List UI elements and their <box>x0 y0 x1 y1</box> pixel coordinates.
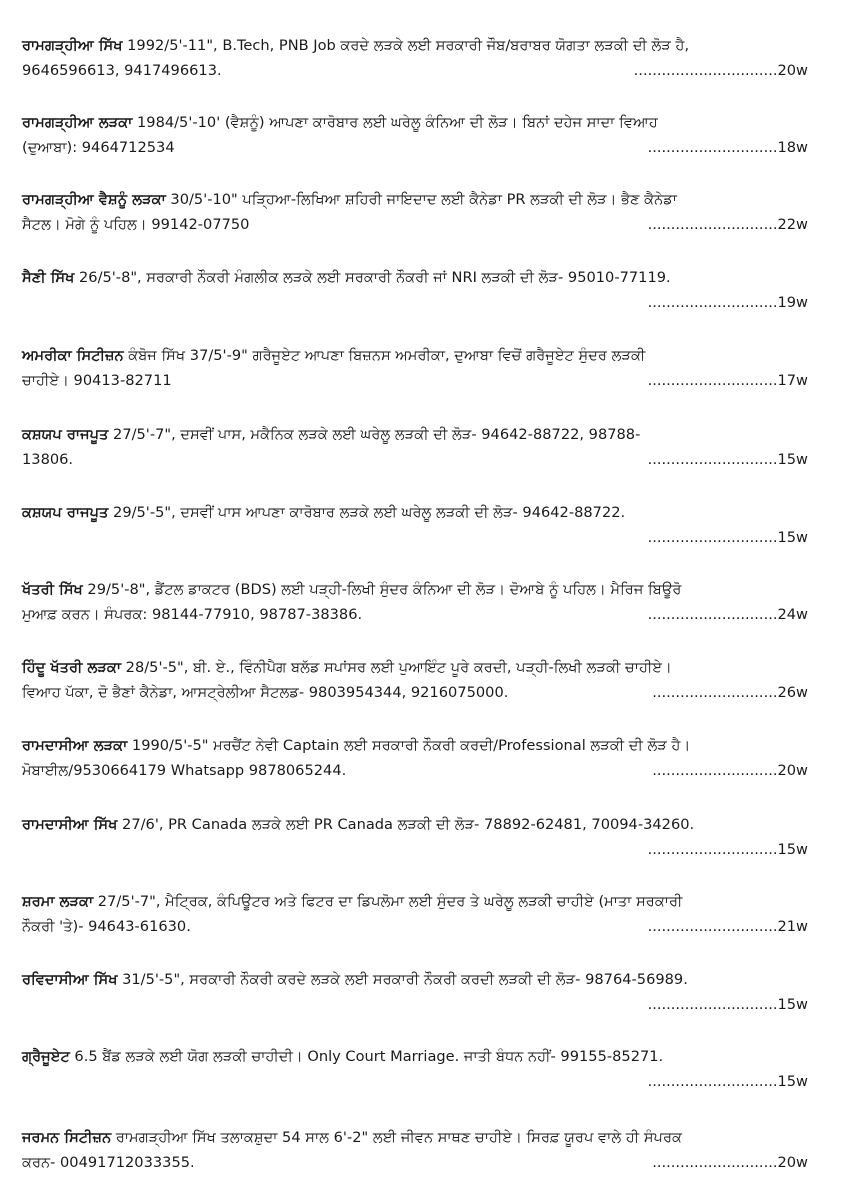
ad-first-line <box>22 733 828 758</box>
ad-text-continued: ਨੌਕਰੀ 'ਤੇ)- 94643-61630. <box>22 918 191 935</box>
ad-first-line <box>22 343 828 368</box>
ad-title: ਰਾਮਗੜ੍ਹੀਆ ਲੜਕਾ <box>22 114 133 131</box>
ad-title: ਰਵਿਦਾਸੀਆ ਸਿੱਖ <box>22 971 118 988</box>
matrimonial-ad <box>22 110 828 160</box>
ad-title: ਹਿੰਦੂ ਖੱਤਰੀ ਲੜਕਾ <box>22 659 122 676</box>
ad-title: ਰਾਮਗੜ੍ਹੀਆ ਵੈਸ਼ਨੂੰ ਲੜਕਾ <box>22 191 166 208</box>
ad-text: 1990/5'-5" ਮਰਚੈਂਟ ਨੇਵੀ Captain ਲਈ ਸਰਕਾਰੀ ਨੌਕਰੀ ਕਰਦੀ/Professional ਲੜਕੀ ਦੀ ਲੋੜ ਹੈ। <box>127 737 691 754</box>
ad-price: ............................22w <box>647 216 808 233</box>
ad-price: ............................24w <box>647 606 808 623</box>
matrimonial-ad <box>22 1125 828 1175</box>
ad-first-line <box>22 812 828 837</box>
matrimonial-ad <box>22 33 828 83</box>
ad-first-line <box>22 1125 828 1150</box>
ad-title: ਸ਼ਰਮਾ ਲੜਕਾ <box>22 893 94 910</box>
ad-first-line <box>22 422 828 447</box>
ad-text: 27/6', PR Canada ਲੜਕੇ ਲਈ PR Canada ਲੜਕੀ ਦੀ ਲੋੜ- 78892-62481, 70094-34260. <box>117 816 695 833</box>
ad-first-line <box>22 110 828 135</box>
ad-price: ............................18w <box>647 139 808 156</box>
ad-first-line <box>22 187 828 212</box>
ad-text: 29/5'-5", ਦਸਵੀਂ ਪਾਸ ਆਪਣਾ ਕਾਰੋਬਾਰ ਲੜਕੇ ਲਈ ਘਰੇਲੂ ਲੜਕੀ ਦੀ ਲੋੜ- 94642-88722. <box>108 504 626 521</box>
ad-price: ............................15w <box>647 1073 808 1090</box>
ad-first-line <box>22 33 828 58</box>
ad-text-continued: ਮੁਆਫ਼ ਕਰਨ। ਸੰਪਰਕ: 98144-77910, 98787-38386. <box>22 606 363 623</box>
matrimonial-ad <box>22 265 828 315</box>
ad-text-continued: ਮੋਬਾਈਲ/9530664179 Whatsapp 9878065244. <box>22 762 347 779</box>
ad-second-line <box>22 914 828 939</box>
ad-text-continued: 9646596613, 9417496613. <box>22 62 222 79</box>
ad-text-continued: ਸੈਟਲ। ਮੋਗੇ ਨੂੰ ਪਹਿਲ। 99142-07750 <box>22 216 250 233</box>
ad-text: 27/5'-7", ਦਸਵੀਂ ਪਾਸ, ਮਕੈਨਿਕ ਲੜਕੇ ਲਈ ਘਰੇਲੂ ਲੜਕੀ ਦੀ ਲੋੜ- 94642-88722, 98788- <box>108 426 641 443</box>
matrimonial-ad <box>22 1044 828 1094</box>
ad-price: ............................15w <box>647 529 808 546</box>
ad-price: ............................19w <box>647 294 808 311</box>
ad-title: ਸੈਣੀ ਸਿੱਖ <box>22 269 75 286</box>
ad-title: ਜਰਮਨ ਸਿਟੀਜ਼ਨ <box>22 1129 112 1146</box>
ad-text-continued: ਚਾਹੀਏ। 90413-82711 <box>22 372 172 389</box>
ad-title: ਕਸ਼ਯਪ ਰਾਜਪੂਤ <box>22 504 109 521</box>
ad-first-line <box>22 967 828 992</box>
matrimonial-ad <box>22 812 828 862</box>
ad-price: ............................17w <box>647 372 808 389</box>
ad-text-continued: (ਦੁਆਬਾ): 9464712534 <box>22 139 175 156</box>
ad-first-line <box>22 500 828 525</box>
ad-title: ਰਾਮਦਾਸੀਆ ਸਿੱਖ <box>22 816 118 833</box>
ad-title: ਕਸ਼ਯਪ ਰਾਜਪੂਤ <box>22 426 109 443</box>
ad-second-line <box>22 58 828 83</box>
ad-text: 1984/5'-10' (ਵੈਸ਼ਨੂੰ) ਆਪਣਾ ਕਾਰੋਬਾਰ ਲਈ ਘਰੇਲੂ ਕੰਨਿਆ ਦੀ ਲੋੜ। ਬਿਨਾਂ ਦਹੇਜ ਸਾਦਾ ਵਿਆਹ <box>132 114 658 131</box>
ad-text-continued: 13806. <box>22 451 74 468</box>
ad-second-line <box>22 135 828 160</box>
ad-text: 26/5'-8", ਸਰਕਾਰੀ ਨੌਕਰੀ ਮੰਗਲੀਕ ਲੜਕੇ ਲਈ ਸਰਕਾਰੀ ਨੌਕਰੀ ਜਾਂ NRI ਲੜਕੀ ਦੀ ਲੋੜ- 95010-77119. <box>74 269 671 286</box>
ad-price: ............................15w <box>647 841 808 858</box>
ad-first-line <box>22 1044 828 1069</box>
ad-title: ਰਾਮਗੜ੍ਹੀਆ ਸਿੱਖ <box>22 37 123 54</box>
ad-text: 30/5'-10" ਪੜ੍ਹਿਆ-ਲਿਖਿਆ ਸ਼ਹਿਰੀ ਜਾਇਦਾਦ ਲਈ ਕੈਨੇਡਾ PR ਲੜਕੀ ਦੀ ਲੋੜ। ਭੈਣ ਕੈਨੇਡਾ <box>165 191 677 208</box>
matrimonial-ad <box>22 343 828 393</box>
ad-second-line <box>22 602 828 627</box>
matrimonial-ad <box>22 655 828 705</box>
ad-first-line <box>22 577 828 602</box>
ad-second-line <box>22 447 828 472</box>
matrimonial-ad <box>22 500 828 550</box>
ad-second-line <box>22 368 828 393</box>
ad-text: 28/5'-5", ਬੀ. ਏ., ਵਿੰਨੀਪੈਗ ਬਲੱਡ ਸਪਾਂਸਰ ਲਈ ਪੁਆਇੰਟ ਪੂਰੇ ਕਰਦੀ, ਪੜ੍ਹੀ-ਲਿਖੀ ਲੜਕੀ ਚਾਹੀਏ। <box>121 659 672 676</box>
ad-text: 31/5'-5", ਸਰਕਾਰੀ ਨੌਕਰੀ ਕਰਦੇ ਲੜਕੇ ਲਈ ਸਰਕਾਰੀ ਨੌਕਰੀ ਕਰਦੀ ਲੜਕੀ ਦੀ ਲੋੜ- 98764-56989. <box>117 971 688 988</box>
ad-second-line <box>22 758 828 783</box>
ad-price: ............................15w <box>647 451 808 468</box>
ad-title: ਖੱਤਰੀ ਸਿੱਖ <box>22 581 83 598</box>
ad-title: ਅਮਰੀਕਾ ਸਿਟੀਜ਼ਨ <box>22 347 124 364</box>
ad-text: ਕੰਬੋਜ ਸਿੱਖ 37/5'-9" ਗਰੈਜੂਏਟ ਆਪਣਾ ਬਿਜ਼ਨਸ ਅਮਰੀਕਾ, ਦੁਆਬਾ ਵਿਚੋਂ ਗਰੈਜੂਏਟ ਸੁੰਦਰ ਲੜਕੀ <box>123 347 646 364</box>
ad-text: 1992/5'-11", B.Tech, PNB Job ਕਰਦੇ ਲੜਕੇ ਲਈ ਸਰਕਾਰੀ ਜੌਬ/ਬਰਾਬਰ ਯੋਗਤਾ ਲੜਕੀ ਦੀ ਲੋੜ ਹੈ, <box>122 37 690 54</box>
ad-first-line <box>22 265 828 290</box>
ad-text: 27/5'-7", ਮੈਟ੍ਰਿਕ, ਕੰਪਿਊਟਰ ਅਤੇ ਫਿਟਰ ਦਾ ਡਿਪਲੋਮਾ ਲਈ ਸੁੰਦਰ ਤੇ ਘਰੇਲੂ ਲੜਕੀ ਚਾਹੀਏ (ਮਾਤਾ ਸਰਕਾਰੀ <box>93 893 683 910</box>
ad-second-line <box>22 680 828 705</box>
matrimonial-ad <box>22 967 828 1017</box>
ad-price: ...........................20w <box>652 762 808 779</box>
ad-title: ਰਾਮਦਾਸੀਆ ਲੜਕਾ <box>22 737 128 754</box>
ad-text: ਰਾਮਗੜ੍ਹੀਆ ਸਿੱਖ ਤਲਾਕਸ਼ੁਦਾ 54 ਸਾਲ 6'-2" ਲਈ ਜੀਵਨ ਸਾਥਣ ਚਾਹੀਏ। ਸਿਰਫ਼ ਯੂਰਪ ਵਾਲੇ ਹੀ ਸੰਪਰਕ <box>111 1129 682 1146</box>
ad-text-continued: ਵਿਆਹ ਪੱਕਾ, ਦੋ ਭੈਣਾਂ ਕੈਨੇਡਾ, ਆਸਟ੍ਰੇਲੀਆ ਸੈਟਲਡ- 9803954344, 9216075000. <box>22 684 509 701</box>
ad-second-line <box>22 212 828 237</box>
matrimonial-ad <box>22 889 828 939</box>
matrimonial-ad <box>22 422 828 472</box>
ad-price: ...............................20w <box>633 62 808 79</box>
ad-text-continued: ਕਰਨ- 00491712033355. <box>22 1154 195 1171</box>
matrimonial-ad <box>22 733 828 783</box>
ad-first-line <box>22 655 828 680</box>
ad-price: ...........................20w <box>652 1154 808 1171</box>
ad-price: ............................21w <box>647 918 808 935</box>
ad-price: ............................15w <box>647 996 808 1013</box>
ad-first-line <box>22 889 828 914</box>
ad-price: ...........................26w <box>652 684 808 701</box>
matrimonial-ad <box>22 187 828 237</box>
ad-second-line <box>22 1150 828 1175</box>
ad-text: 6.5 ਬੈਂਡ ਲੜਕੇ ਲਈ ਯੋਗ ਲੜਕੀ ਚਾਹੀਦੀ। Only Court Marriage. ਜਾਤੀ ਬੰਧਨ ਨਹੀਂ- 99155-85271. <box>69 1048 664 1065</box>
matrimonial-ad <box>22 577 828 627</box>
ad-text: 29/5'-8", ਡੈਂਟਲ ਡਾਕਟਰ (BDS) ਲਈ ਪੜ੍ਹੀ-ਲਿਖੀ ਸੁੰਦਰ ਕੰਨਿਆ ਦੀ ਲੋੜ। ਦੋਆਬੇ ਨੂੰ ਪਹਿਲ। ਮੈਰਿਜ ਬਿਊਰੋ <box>82 581 682 598</box>
ad-title: ਗ੍ਰੈਜੂਏਟ <box>22 1048 70 1065</box>
